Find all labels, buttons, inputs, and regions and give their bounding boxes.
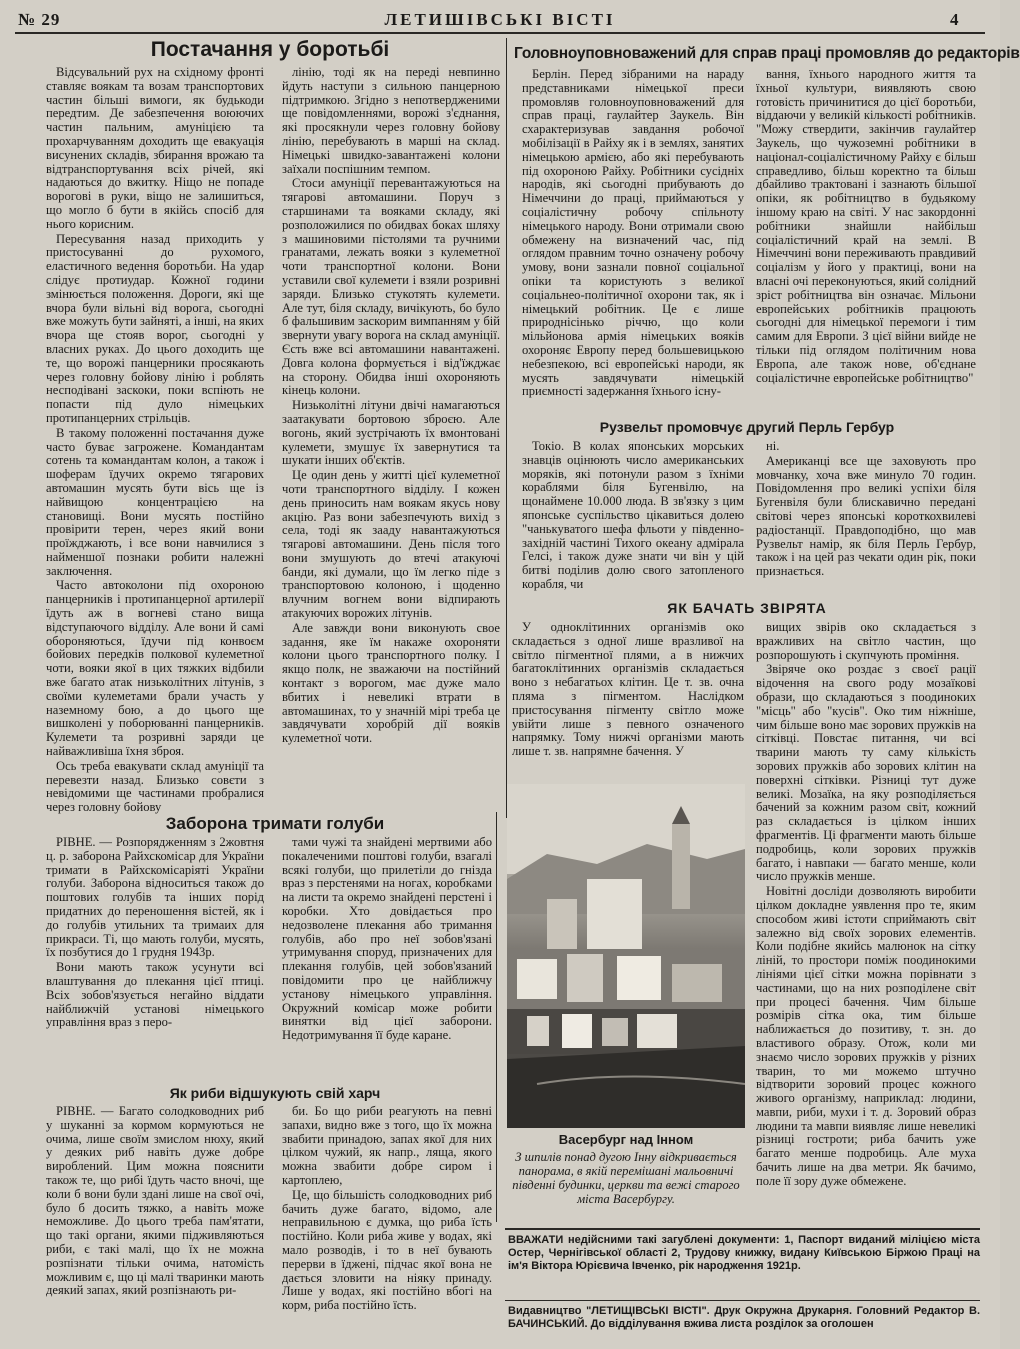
paragraph: РІВНЕ. — Багато солодководних риб у шуканні за кормом кормуються не очима, лише своїм змислом нюху, який у деяких риб навіть дуже добре вироблений. Цим можна пояснити також те, що рибі їдуть часто вночі, ще коли б вони були здані лише на свої очі, було б досить тяжко, а навіть може неможливе. До цього треба пам'ятати, що такі органи, якими підживляються риби, є такі малі, що їх не можна розпізнати тільки очима, натомість можливим є, що ці малі тваринки мають деякий запах, який розпізнають ри- bbox=[46, 1104, 264, 1298]
paragraph: тами чужі та знайдені мертвими або покалеченими поштові голуби, взагалі всякі голуби, що прилетіли до гнізда враз з перстенями на ногах, коробками на листи та окремо знайдені перстені і коробки. Хто довідається про недозволене плекання або тримання голубів, або про неї зобов'язані утримування споруд, призначених для плекання голубів, цей зобов'язаний повідомити про це найближчу установу німецького управління. Окружний комісар може робити винятки від цієї заборони. Недотримування її буде каране. bbox=[282, 835, 492, 1043]
paragraph: Часто автоколони під охороною панцерників і протипанцерної артилерії їдуть аж в вогневі стано вища відступаючого відділу. Але вони й самі обороняються, їдучи під конвоєм бойових передків полкової кулеметної чоти, вояки якої в цих тяжких відбили вже багато атак низьколітних літунів, з своїми кулеметами брали участь у наземному бою, а до цього ще вишколені у поборюванні панцерників. Кулемети та розривні заряди це найважливіша їхня зброя. bbox=[46, 578, 264, 759]
article-animals-col1 bbox=[512, 621, 744, 777]
article-labor-col1 bbox=[522, 68, 744, 426]
paragraph: Це, що більшість солодководних риб бачить дуже багато, відомо, але неправильною є думка, що риба їсть постійно. Коли риба живе у водах, які мало розводів, і то в неї бувають перерви в їджені, підчас якої вона не дається зловити на ніяку принаду. Лише у водах, які постійно вбогі на корм, риба постійно їсть. bbox=[282, 1187, 492, 1313]
article-title-fish: Як риби відшукують свій харч bbox=[169, 1085, 381, 1101]
header-rule bbox=[15, 32, 985, 34]
article-title-pigeons: Заборона тримати голуби bbox=[165, 814, 385, 833]
paragraph: Стоси амуніції перевантажуються на тягарові автомашини. Поруч з старшинами та вояками складу, які розположилися по обидвах боках шляху з машиновими пістолями та ручними гранатами, лежать вояки з кулеметної чоти транспортної колони. Вони уставили свої кулемети і взяли розривні заряди. Близько стукотять кулемети. Але тут, біля складу, вичікують, бо було б фальшивим заскорим вимпанням у бій звернути увагу ворога на склад амуніції. Єсть вже всі автомашини навантажені. Довга колона формується і від'їжджає на сторону. Обидва інші охороняють кінець колони. bbox=[282, 176, 500, 398]
notice-rule bbox=[505, 1300, 980, 1301]
article-title-labor: Головноуповноважений для справ праці промовляв до редакторів bbox=[514, 45, 1020, 62]
paragraph: лінію, тоді як на переді невпинно йдуть наступи з сильною панцерною підтримкою. Згідно з непотвердженими ще повідомленнями, ворожі з'єднання, які просякнули через головну бойову лінію, перебувають в марші на склад. Німецькі швидко-завантажені колони заїхали поспішним темпом. bbox=[282, 65, 500, 176]
column-divider bbox=[506, 38, 507, 818]
paragraph: би. Бо що риби реагують на певні запахи, видно вже з того, що їх можна звабити принадою, запах якої для них цілком чужий, як напр., ляща, якого можна звабити добре сиром і картоплею, bbox=[282, 1104, 492, 1187]
article-fish-col1 bbox=[46, 1104, 264, 1298]
article-title-supply: Постачання у боротьбі bbox=[150, 38, 390, 61]
paragraph: Це один день у житті цієї кулеметної чоти транспортного відділу. І кожен день приносить нам воякам якусь нову акцію. Раз вони забезпечують вихід з села, тоді як зааду навантажуються тягарові автомашини. День після того вони змушують до втечі атакуючі банди, які думали, що їм легко піде з транспортовою колоною, і щоденно влучним вогнем вони відпирають атакуючих ворожих літунів. bbox=[282, 468, 500, 621]
article-labor-col2 bbox=[756, 68, 976, 426]
paragraph: ні. bbox=[766, 439, 780, 453]
article-pigeons-col2 bbox=[282, 836, 492, 1080]
lost-documents-notice: ВВАЖАТИ недійсними такі загублені документи: 1, Паспорт виданий міліцією міста Остер, Чернігівської області 2, Трудову книжку, видану Київською Біржою Праці на ім'я Віктора Юрієвича Івченко, рік народження 1921р. bbox=[508, 1234, 980, 1272]
photo-title: Васербург над Інном bbox=[558, 1132, 694, 1147]
paragraph: Ось треба евакувати склад амуніції та перевезти назад. Близько совєти з невідомими ще частинами пробралися через головну бойову bbox=[46, 758, 264, 815]
page-number: 4 bbox=[950, 10, 960, 29]
paragraph: Звіряче око роздає з своєї рації відочення на свого роду мозаїкові образи, що складаються з поодиноких "місць" або "кусів". Око тим ніжніше, чим більше воно має зорових пружків на сітківці. Повстає питання, чи всі тварини мають ту саму кількість зорових пружків або зорових клітин на поверхні сітківки. Різниці тут дуже великі. Мозаїка, на яку розподіляється бачений за кожним разом світ, кожний раз складається із цілком інших фрагментів. Ці фрагменти мають більше подробиць, коли зорових пружків багато, і навпаки — багато менше, коли число пружків менше. bbox=[756, 662, 976, 884]
paragraph: В такому положенні постачання дуже часто буває загрожене. Командантам сотень та командантам колон, а також і шоферам їдучих окремо тягарових автомашин мусять бути вісь ще із найвищою концентрацією на становищі. Вони мусять постійно провірити терен, через який вони проїжджають, і все вони навчилися з найменшої познаки робити належні заключення. bbox=[46, 425, 264, 578]
article-supply-col1 bbox=[46, 65, 264, 815]
paragraph: Токіо. В колах японських морських знавців оцінюють число американських моряків, які потонули разом з їхніми кораблями біля Бугенвілю, на щонаймене 10.000 люда. В зв'язку з цим японське суспільство цікавиться долею "чанькуватого шефа фльоти у південно-західній частині Тихого океану адмірала Гелсі, і також дуже знати чи він у цій битві поділив долю свого затопленого корабля, чи bbox=[522, 439, 744, 591]
article-title-roosevelt: Рузвельт промовчує другий Перль Гербур bbox=[599, 419, 895, 435]
town-panorama-illustration bbox=[507, 784, 745, 1128]
article-fish-col2 bbox=[282, 1104, 492, 1313]
paragraph: Американці все ще заховують про мовчанку, хоча вже минуло 70 годин. Повідомлення про великі успіхи біля Бугенвіля були блискавично передані світові через японські короткохвилеві радіостанції. Правдоподібно, що мав Рузвельт намір, як біля Перль Гербур, також і на цей раз чекати один рік, поки признається. bbox=[756, 453, 976, 579]
notice-rule bbox=[505, 1228, 980, 1230]
issue-number: № 29 bbox=[18, 10, 61, 29]
town-photo bbox=[507, 784, 745, 1128]
paragraph: Новітні досліди дозволяють виробити цілком докладне уявлення про те, яким способом живі істоти сприймають світ залежно від своїх зорових елементів. Коли подібне якийсь малюнок на сітку ліній, то простори поміж поодинокими лініями цієї сітки можна порівнати з частинами, що на них розподілене світ при процесі бачення. Чим більше розмірів сітка ока, тим більше наближається до позитиву, т. зн. до властивого образу. Отож, коли ми знаємо число зорових пружків у різних тварин, то ми можемо штучно відтворити зоровий процес кожного живого організму, наприклад: людини, мавпи, риби, мухи і т. д. Зоровий образ людини та мавпи виявляє лише невеликі різниці гостроти; риба бачить уже багато менше подробиць. Але муха бачить лише на два метри. Як бачимо, поле її зору дуже обмежене. bbox=[756, 884, 976, 1188]
column-divider bbox=[496, 812, 497, 1222]
masthead-title: ЛЕТИШІВСЬКІ ВІСТІ bbox=[384, 10, 616, 29]
paragraph: вищих звірів око складається з вражливих на світло частин, що розпорошують і скупчують проміння. bbox=[756, 620, 976, 662]
article-animals-col2 bbox=[756, 621, 976, 1229]
article-roosevelt-col2 bbox=[756, 440, 976, 620]
paragraph: вання, їхнього народного життя та їхньої культури, виявляють свою готовість причинитися до цієї боротьби, віддаючи у великій кількості робітників. "Можу ствердити, закінчив гаулайтер Заукель, що чужоземні робітники в націонал-соціалістичному Райху є більш справедливо, більш коректно та більш дбайливо трактовані і зазнають більшої опіки, як робітництво в будьякому іншому краю на світі. У нас закордонні робітники знайшли найбільш соціалістичний край на землі. В Німеччині вони переживають правдивий соціалізм у його у практиці, вони на власні очі переконуються, який солідний зріст робітництва він означає. Мільони европейських робітників працюють сьогодні для німецької перемоги і тим самим для Европи. З цієї війни вийде не тільки під оглядом політичним нова Европа, але також нове, об'єднане соціалістичне европейське робітництво" bbox=[756, 67, 976, 385]
paragraph: РІВНЕ. — Розпорядженням з 2жовтня ц. р. заборона Райхскомісар для України тримати в Райхскомісаріяті України голуби. Заборона відноситься також до поштових голубів та інших порід придатних до переношення вістей, як і до голубів утильних та тримаих для прикраси. Ті, що мають голуби, мусять, їх позбутися до 1 грудня 1943р. bbox=[46, 835, 264, 960]
article-title-animals: ЯК БАЧАТЬ ЗВІРЯТА bbox=[667, 600, 827, 616]
paragraph: Берлін. Перед зібраними на нараду представниками німецької преси промовляв головноуповноважений для справ праці, гаулайтер Заукель. Він схарактеризував завдання робочої мобілізації в Райху як і в землях, занятих німецькою армією, або які перебувають під охороною Райху. Робітники сусідніх народів, які сьогодні прибувають до Німеччини до праці, приймаються у соціалістичну робочу спільноту німецького народу. Вони отримали свою обмежену на визначений час, під оглядом правним точно означену робочу умову, вони зазнали повної соціальної опіки та користують з великої соціальнео-політичної охорони так, як і німецький робітник. Це є лише природнісінько річчю, що коли мільйонова армія німецьких вояків охороняє Европу перед большевицькою небезпекою, всі европейські народи, як мусять завдячувати німецькій приємності задержання їхнього існу- bbox=[522, 67, 744, 399]
paragraph: Низьколітні літуни двічі намагаються заатакувати бортовою зброєю. Але вогонь, який зустрічають їх вмонтовані кулемети, змушує їх завернутися та шукати інших об'єктів. bbox=[282, 398, 500, 468]
paragraph: Вони мають також усунути всі влаштування до плекання цієї птиці. Всіх зобов'язується негайно віддати найближчій установі німецького управління враз з перо- bbox=[46, 960, 264, 1030]
paragraph: У одноклітинних організмів око складається з одної лише вразливої на світло пігментної плями, а в нижчих багатоклітинних організмів складається воно з небагатьох клітин. Це т. зв. очна пляма з пігментом. Наслідком пристосування пігменту світло може увійти лише з певного означеного напрямку. Тому нижчі організми мають лише т. зв. напрямне бачення. У bbox=[512, 620, 744, 759]
paragraph: Відсувальний рух на східному фронті ставляє воякам та возам транспортових частин більші вимоги, як будькоди передтим. Де забезпечення воюючих частин пальним, амуніцією та прохарчуванням доходить ще евакуація висунених складів, збирання врожаю та відтранспортування всіх річей, які надаються до вжитку. Ніщо не попаде ворогові в руки, віщо не залишиться, що могло б бути в якійсь спосіб для нього корисним. bbox=[46, 65, 264, 231]
publisher-imprint: Видавництво "ЛЕТИЩІВСЬКІ ВІСТІ". Друк Окружна Друкарня. Головний Редактор В. БАЧИНСЬКИЙ. До відділування вжива листа розділок за оголошен bbox=[508, 1305, 980, 1330]
photo-caption: З шпилів понад дугою Інну відкривається панорама, в якій перемішані мальовничі південні будинки, церкви та вежі старого міста Васербургу. bbox=[512, 1150, 740, 1206]
article-supply-col2 bbox=[282, 66, 500, 806]
article-pigeons-col1 bbox=[46, 836, 264, 1080]
paragraph: Пересування назад приходить у пристосуванні до рухомого, еластичного ведення боротьби. На удар слідує протиудар. Кожної години змінюється положення. Дороги, які ще вчора були вільні від ворога, сьогодні вже можуть бути зайняті, а інші, на яких вчора ще стояв ворог, сьогодні у власних руках. До цього доходить ще те, що ворожі панцерники просякають через головну бойову лінію і роблять несподівані заскоки, поки вспіють не попасти під дуло німецьких протипанцерних стрільців. bbox=[46, 231, 264, 425]
article-roosevelt-col1 bbox=[522, 440, 744, 620]
paragraph: Але завжди вони виконують свое задання, яке їм накаже охороняти колони цього транспортного полку. І якщо полк, не зважаючи на постійний контакт з ворогом, має дуже мало вбитих і невеликі втрати в автомашинах, то у значній мірі треба це завдячувати хоробрій дії вояків кулеметної чоти. bbox=[282, 620, 500, 746]
